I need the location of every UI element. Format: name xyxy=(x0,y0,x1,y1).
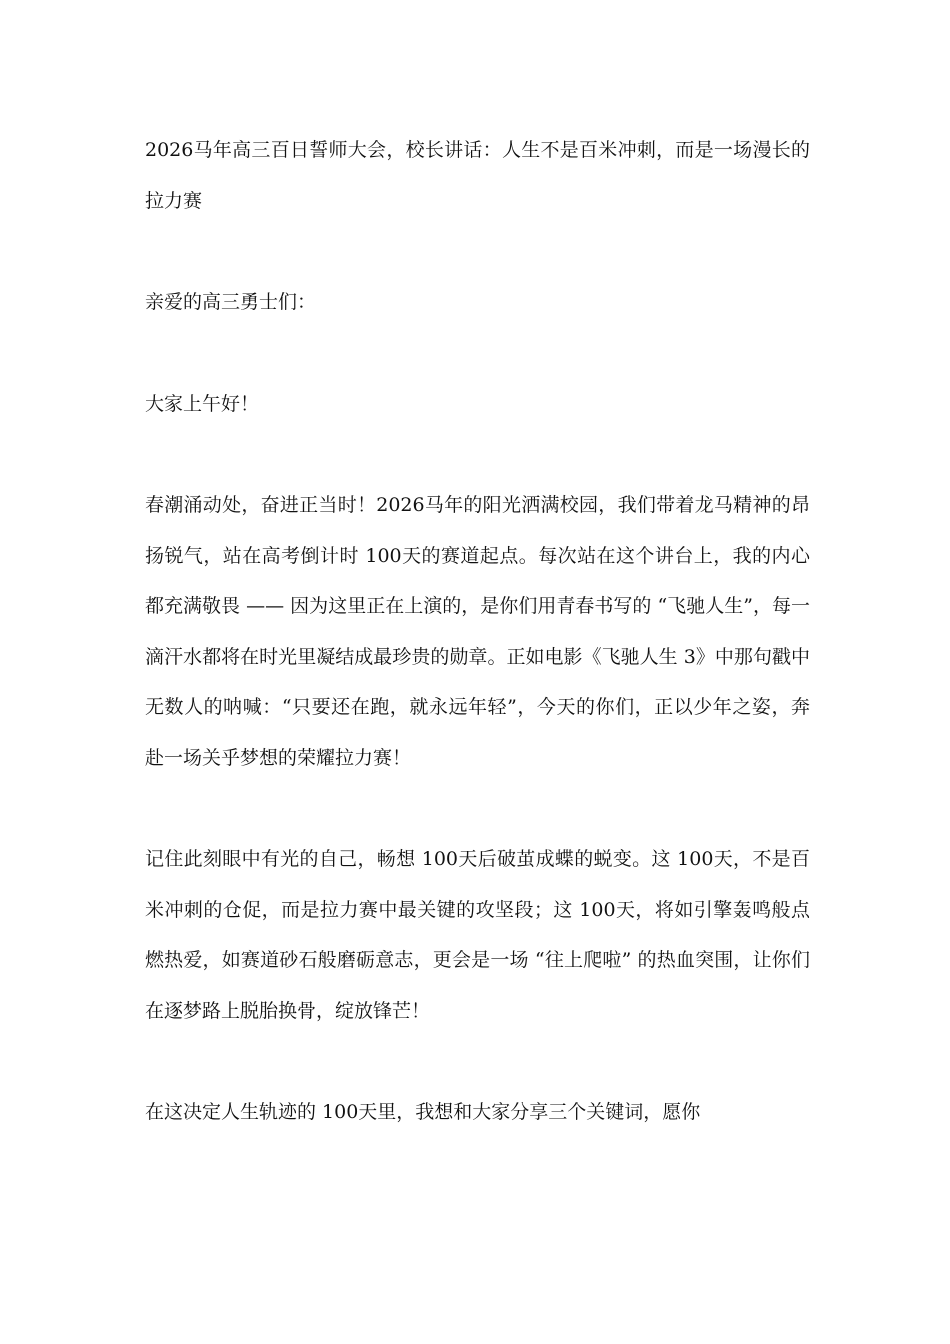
document-title: 2026马年高三百日誓师大会，校长讲话：人生不是百米冲刺，而是一场漫长的拉力赛 xyxy=(145,139,810,212)
paragraph-spacer xyxy=(145,1036,810,1087)
body-paragraph-hundred-days: 记住此刻眼中有光的自己，畅想 100天后破茧成蝶的蜕变。这 100天，不是百米冲刺的仓促，而是拉力赛中最关键的攻坚段；这 100天，将如引擎轰鸣般点燃热爱，如赛道砂石般磨砺意志，更会是一场 “往上爬啦” 的热血突围，让你们在逐梦路上脱胎换骨，绽放锋芒！ xyxy=(145,848,810,1022)
paragraph-spacer xyxy=(145,328,810,379)
paragraph-spacer xyxy=(145,429,810,480)
paragraph-spacer xyxy=(145,226,810,277)
paragraph-spacer xyxy=(145,783,810,834)
document-page xyxy=(145,125,810,1138)
greeting-line: 亲爱的高三勇士们： xyxy=(145,291,317,313)
body-paragraph-keywords: 在这决定人生轨迹的 100天里，我想和大家分享三个关键词，愿你 xyxy=(145,1101,701,1123)
salutation-line: 大家上午好！ xyxy=(145,392,260,415)
body-paragraph-opening: 春潮涌动处，奋进正当时！2026马年的阳光洒满校园，我们带着龙马精神的昂扬锐气，站在高考倒计时 100天的赛道起点。每次站在这个讲台上，我的内心都充满敬畏 —— 因为这里正在上演的，是你们用青春书写的 “飞驰人生”，每一滴汗水都将在时光里凝结成最珍贵的勋章。正如电影《飞驰人生 3》中那句戳中无数人的呐喊：“只要还在跑，就永远年轻”，今天的你们，正以少年之姿，奔赴一场关乎梦想的荣耀拉力赛！ xyxy=(145,494,810,769)
